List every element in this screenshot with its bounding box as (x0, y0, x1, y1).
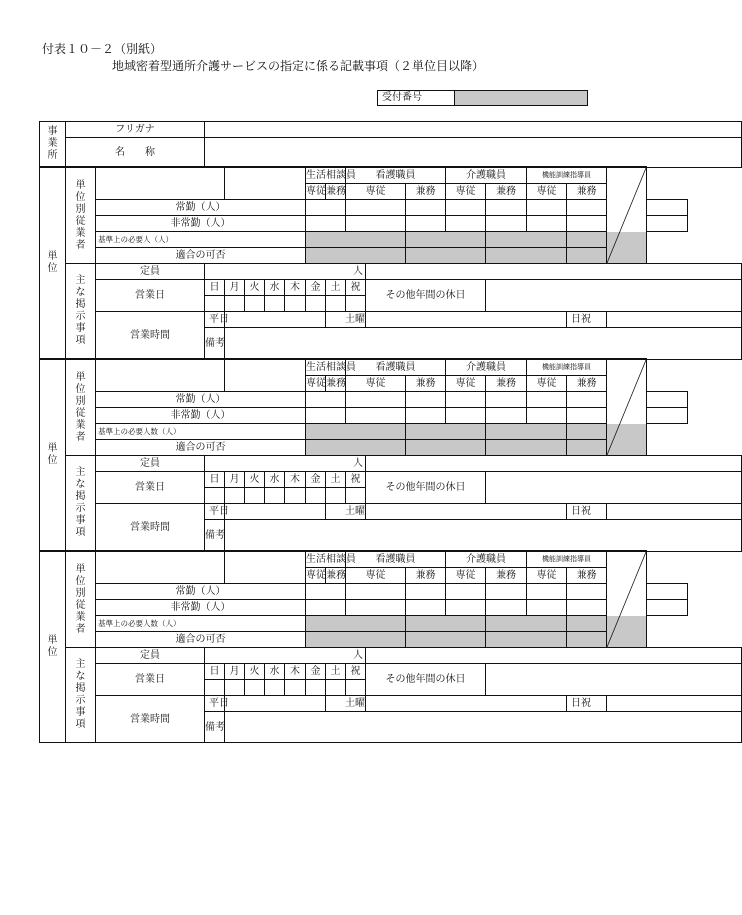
staff-by-unit-label: 単 位 別 従 業 者 (66, 167, 96, 264)
part-time-row-label: 非常勤（人） (96, 216, 306, 232)
business-days-label: 営業日 (96, 280, 205, 312)
name-field[interactable] (205, 138, 742, 168)
role-trainer: 機能訓練指導員 (527, 167, 607, 184)
saturday-label: 土曜 (326, 312, 366, 328)
staff-by-unit-label: 単 位 別 従 業 者 (66, 551, 96, 648)
required-count-label: 基準上の必要人（人） (96, 232, 306, 248)
notice-items-label: 主 な 掲 示 事 項 (66, 264, 96, 360)
staff-header-blank (96, 167, 225, 200)
role-care-worker: 介護職員 (446, 167, 527, 184)
diagonal-cell (607, 359, 647, 456)
form-table: 事 業 所 フリガナ 名 称 単 位 単 位 別 従 業 者 生活相談員 看護職員 介護職員 機能訓練指導員 専従 兼務 専従 兼務 専従 兼務 専従 兼務 常勤（人） 非常勤（人） 基準上の必要人（人） 適合の可否 主 な 掲 示 事 項 定員 人 営業日 日 月 火 水 木 金 土 祝 その他年間の休日 営業時間 平日 土曜 日祝 備考 単 位 単 位 別 従 業 者 生活相談員 看護職員 介護職員 機能訓練指導員 専従 兼務 専従 兼務 専従 兼務 専従 兼務 常勤（人） 非常勤（人） 基準上の必要人数（人） 適合の可否 主 な 掲 示 事 項 定員 人 営業日 日 月 火 水 木 金 土 祝 その他年間の休日 営業時間 平日 土曜 日祝 備考 単 位 単 位 別 従 業 者 生活相談員 看護職員 介護職員 機能訓練指導員 専従 兼務 専従 兼務 専従 兼務 専従 兼務 常勤（人） 非常勤（人） 基準上の必要人数（人） 適合の可否 主 な 掲 示 事 項 定員 人 営業日 日 月 火 水 木 金 土 祝 その他年間の休日 営業時間 平日 土曜 日祝 備考 (39, 121, 742, 743)
capacity-field[interactable]: 人 (205, 264, 366, 280)
other-holidays-label: その他年間の休日 (366, 280, 486, 312)
staff-by-unit-label: 単 位 別 従 業 者 (66, 359, 96, 456)
furigana-field[interactable] (205, 122, 742, 138)
role-nurse: 看護職員 (346, 167, 446, 184)
full-time-row-label: 常勤（人） (96, 200, 306, 216)
remarks-label: 備考 (205, 328, 225, 360)
remarks-field[interactable] (225, 328, 742, 360)
diagonal-cell (607, 167, 647, 264)
furigana-label: フリガナ (66, 122, 205, 138)
unit-label: 単 位 (40, 167, 66, 359)
role-counselor: 生活相談員 (306, 167, 346, 184)
holiday-label: 日祝 (567, 312, 607, 328)
unit-label: 単 位 (40, 359, 66, 551)
receipt-number-field[interactable] (455, 91, 587, 105)
name-label: 名 称 (66, 138, 205, 168)
office-section-label: 事 業 所 (40, 122, 66, 168)
receipt-number-label: 受付番号 (378, 91, 455, 105)
receipt-number-box (377, 90, 588, 106)
compliance-label: 適合の可否 (96, 248, 306, 264)
unit-label: 単 位 (40, 551, 66, 743)
annex-label: 付表１０－２（別紙） (42, 42, 163, 56)
diagonal-cell (607, 551, 647, 648)
capacity-label: 定員 (96, 264, 205, 280)
form-title: 地域密着型通所介護サービスの指定に係る記載事項（２単位目以降） (112, 59, 485, 73)
weekday-label: 平日 (205, 312, 225, 328)
business-hours-label: 営業時間 (96, 312, 205, 360)
other-holidays-field[interactable] (486, 280, 742, 312)
